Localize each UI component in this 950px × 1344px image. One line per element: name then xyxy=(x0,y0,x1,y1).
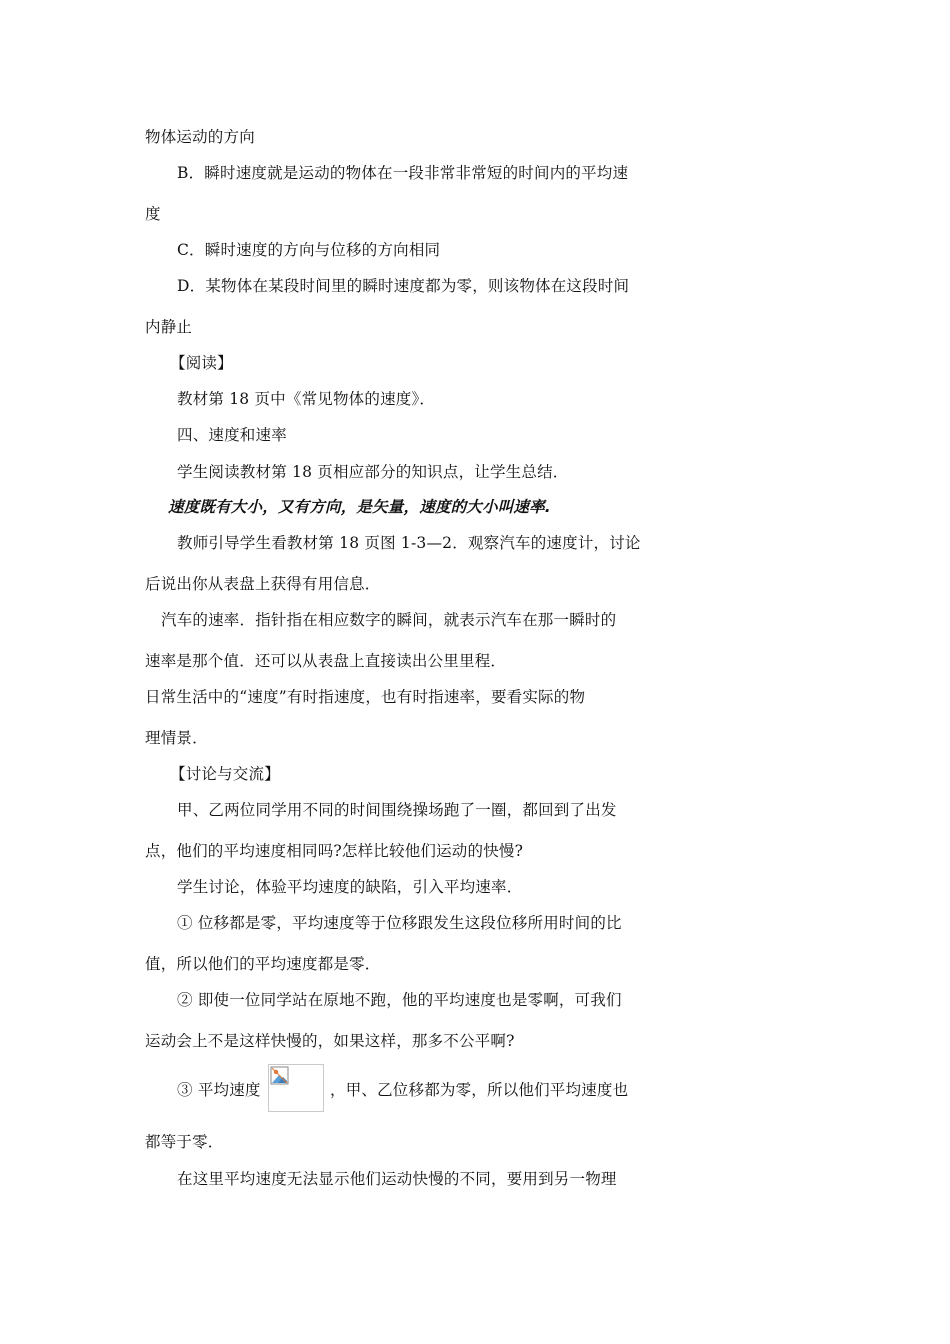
text-line: 在这里平均速度无法显示他们运动快慢的不同，要用到另一物理 xyxy=(177,1170,617,1188)
section-heading-discussion: 【讨论与交流】 xyxy=(170,765,280,783)
text-line: 甲、乙两位同学用不同的时间围绕操场跑了一圈，都回到了出发 xyxy=(177,801,617,819)
text-line: 运动会上不是这样快慢的，如果这样，那多不公平啊? xyxy=(145,1032,515,1050)
section-heading-speed: 四、速度和速率 xyxy=(177,426,287,444)
text-line: 值，所以他们的平均速度都是零． xyxy=(145,955,381,973)
text-line: 教师引导学生看教材第 18 页图 1-3—2．观察汽车的速度计，讨论 xyxy=(177,534,641,552)
text-line: 内静止 xyxy=(145,318,193,336)
text-line: 教材第 18 页中《常见物体的速度》． xyxy=(177,390,436,408)
image-icon xyxy=(270,1066,290,1086)
text-line: 学生阅读教材第 18 页相应部分的知识点，让学生总结． xyxy=(177,463,569,481)
text-line: 都等于零． xyxy=(145,1133,224,1151)
text-line: 度 xyxy=(145,205,161,223)
point-2-line: ② 即使一位同学站在原地不跑，他的平均速度也是零啊，可我们 xyxy=(177,991,622,1009)
point-1-line: ① 位移都是零，平均速度等于位移跟发生这段位移所用时间的比 xyxy=(177,914,622,932)
point-3-line-start: ③ 平均速度 xyxy=(177,1081,261,1099)
text-line: 物体运动的方向 xyxy=(145,128,255,146)
section-heading-reading: 【阅读】 xyxy=(170,354,233,372)
option-d-line: D．某物体在某段时间里的瞬时速度都为零，则该物体在这段时间 xyxy=(177,277,630,295)
option-b-line: B．瞬时速度就是运动的物体在一段非常非常短的时间内的平均速 xyxy=(177,164,629,182)
text-line: 学生讨论，体验平均速度的缺陷，引入平均速率． xyxy=(177,878,523,896)
text-line: 点，他们的平均速度相同吗?怎样比较他们运动的快慢? xyxy=(145,842,524,860)
option-c-line: C．瞬时速度的方向与位移的方向相同 xyxy=(177,241,441,259)
text-line: 理情景． xyxy=(145,729,208,747)
broken-image-icon xyxy=(268,1064,324,1112)
text-line: 日常生活中的“速度”有时指速度，也有时指速率，要看实际的物 xyxy=(145,688,586,706)
text-line: 速率是那个值．还可以从表盘上直接读出公里里程． xyxy=(145,652,507,670)
point-3-line-end: ，甲、乙位移都为零，所以他们平均速度也 xyxy=(330,1081,629,1099)
emphasis-definition: 速度既有大小，又有方向，是矢量，速度的大小叫速率. xyxy=(168,498,551,516)
text-line: 汽车的速率．指针指在相应数字的瞬间，就表示汽车在那一瞬时的 xyxy=(161,611,617,629)
text-line: 后说出你从表盘上获得有用信息． xyxy=(145,575,381,593)
